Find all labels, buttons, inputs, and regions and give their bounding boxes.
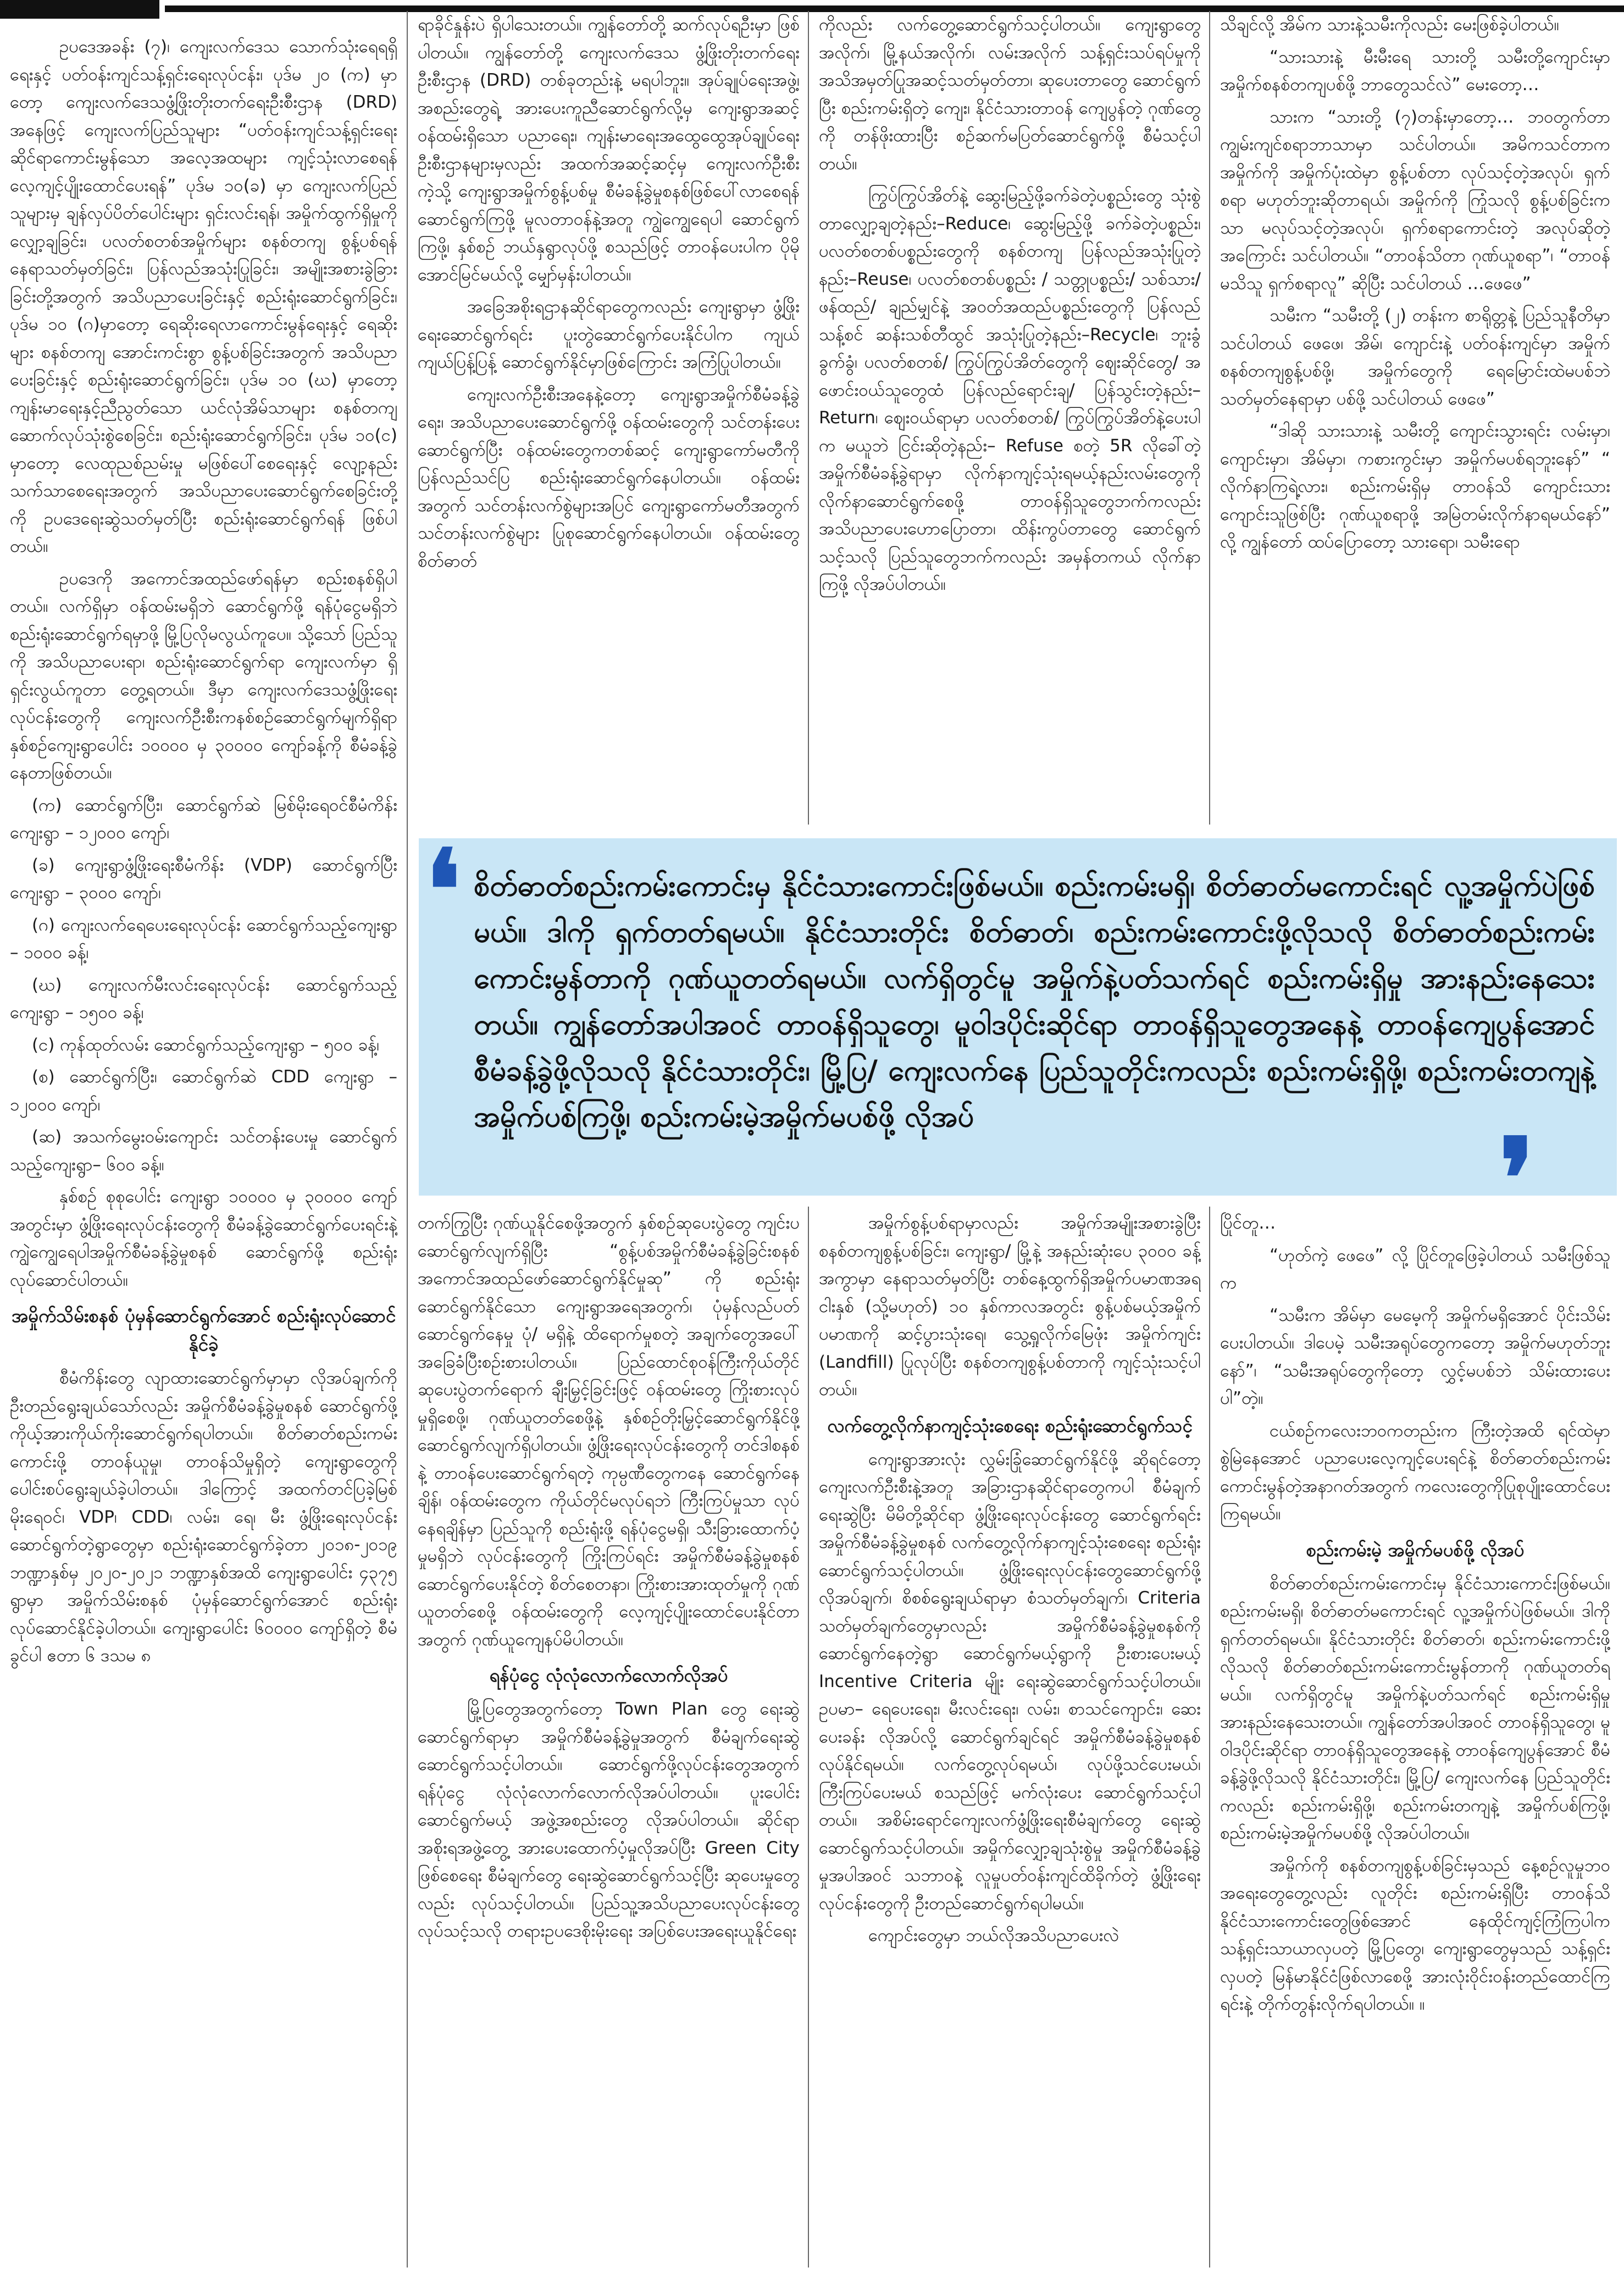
column-rule-3a (1209, 11, 1210, 825)
paragraph: သားက “သားတို့ (၇)တန်းမှာတော့… ဘဝတွက်တာကျွမ်းကျင်စရာဘာသာမှာ သင်ပါတယ်။ အမိကသင်တာက အမှိုက်ကို အမှိုက်ပုံးထဲမှာ စွန့်ပစ်တာ လုပ်သင့်တဲ့အလုပ်၊ ရှက်စရာ မဟုတ်ဘူးဆိုတာရယ်၊ အမှိုက်ကို ကြုံသလို စွန့်ပစ်ခြင်းကသာ မလုပ်သင့်တဲ့အလုပ်၊ ရှက်စရာကောင်းတဲ့ အလုပ်ဆိုတဲ့အကြောင်း သင်ပါတယ်။ “တာဝန်သိတာ ဂုဏ်ယူစရာ”၊ “တာဝန်မသိသူ ရှက်စရာလူ” ဆိုပြီး သင်ပါတယ် …ဖေဖေ” (1220, 107, 1610, 294)
section-heading: လက်တွေ့လိုက်နာကျင့်သုံးစေရေး စည်းရုံးဆောင်ရွက်သင့် (827, 1414, 1193, 1436)
paragraph: အမှိုက်စွန့်ပစ်ရာမှာလည်း အမှိုက်အမျိုးအစားခွဲပြီး စနစ်တကျစွန့်ပစ်ခြင်း၊ ကျေးရွာ/ မြို့နဲ့ အနည်းဆုံးပေ ၃၀၀၀ ခန့်အကွာမှာ နေရာသတ်မှတ်ပြီး တစ်နေ့ထွက်ရှိအမှိုက်ပမာဏအရ ငါးနှစ် (သို့မဟုတ်) ၁၀ နှစ်ကာလအတွင်း စွန့်ပစ်မယ့်အမှိုက်ပမာဏကို ဆင့်ပွားသုံးရေ၊ သွေ့ရှုလိုက်မြေဖုံး အမှိုက်ကျင်း (Landfill) ပြုလုပ်ပြီး စနစ်တကျစွန့်ပစ်တာကို ကျင့်သုံးသင့်ပါတယ်။ (819, 1213, 1201, 1400)
list-item: (ဃ) ကျေးလက်မီးလင်းရေးလုပ်ငန်း ဆောင်ရွက်သည့်ကျေးရွာ – ၁၅၀၀ ခန့်၊ (10, 975, 397, 1022)
list-item: (စ) ဆောင်ရွက်ပြီး၊ ဆောင်ရွက်ဆဲ CDD ကျေးရွာ – ၁၂၀၀၀ ကျော်၊ (10, 1067, 397, 1115)
column-4-bottom (1220, 1209, 1610, 2265)
paragraph: “ဟုတ်ကဲ့ ဖေဖေ” လို့ ပြိုင်တူဖြေခဲ့ပါတယ် သမီးဖြစ်သူက (1220, 1245, 1610, 1293)
paragraph: သမီးက “သမီးတို့ (၂) တန်းက စာရိုတ္တနဲ့ ပြည်သူနီတိမှာ သင်ပါတယ် ဖေဖေ၊ အိမ်၊ ကျောင်းနဲ့ ပတ်ဝန်းကျင်မှာ အမှိုက်စနစ်တကျစွန့်ပစ်ဖို့၊ အမှိုက်တွေကို ရေမြောင်းထဲမပစ်ဘဲ သတ်မှတ်နေရာမှာ ပစ်ဖို့ သင်ပါတယ် ဖေဖေ” (1220, 306, 1610, 409)
paragraph: “သမီးက အိမ်မှာ မေမေ့ကို အမှိုက်မရှိအောင် ပိုင်းသိမ်းပေးပါတယ်။ ဒါပေမဲ့ သမီးအရုပ်တွေကတော့ အမှိုက်မဟုတ်ဘူးနော်”၊ “သမီးအရုပ်တွေကိုတော့ လွှင့်မပစ်ဘဲ သိမ်းထားပေးပါ”တဲ့။ (1220, 1305, 1610, 1408)
column-2-top (418, 11, 800, 822)
paragraph: သိချင်လို့ အိမ်က သားနဲ့သမီးကိုလည်း မေးဖြစ်ခဲ့ပါတယ်။ (1220, 15, 1559, 35)
paragraph: စိတ်ဓာတ်စည်းကမ်းကောင်းမှ နိုင်ငံသားကောင်းဖြစ်မယ်။ စည်းကမ်းမရှိ၊ စိတ်ဓာတ်မကောင်းရင် လူ့အမှိုက်ပဲဖြစ်မယ်။ ဒါကို ရှက်တတ်ရမယ်။ နိုင်ငံသားတိုင်း စိတ်ဓာတ်၊ စည်းကမ်းကောင်းဖို့လိုသလို စိတ်ဓာတ်စည်းကမ်းကောင်းမွန်တာကို ဂုဏ်ယူတတ်ရမယ်။ လက်ရှိတွင်မူ အမှိုက်နဲ့ပတ်သက်ရင် စည်းကမ်းရှိမှု အားနည်းနေသေးတယ်။ ကျွန်တော်အပါအဝင် တာဝန်ရှိသူတွေ၊ မူဝါဒပိုင်းဆိုင်ရာ တာဝန်ရှိသူတွေအနေနဲ့ တာဝန်ကျေပွန်အောင် စီမံခန့်ခွဲဖို့လိုသလို နိုင်ငံသားတိုင်း၊ မြို့ပြ/ ကျေးလက်နေ ပြည်သူတိုင်းကလည်း စည်းကမ်းရှိဖို့၊ စည်းကမ်းတကျနဲ့ အမှိုက်ပစ်ကြဖို့၊ စည်းကမ်းမဲ့အမှိုက်မပစ်ဖို့ လိုအပ်ပါတယ်။ (1220, 1573, 1610, 1843)
paragraph: အမှိုက်ကို စနစ်တကျစွန့်ပစ်ခြင်းမှသည် နေ့စဉ်လူမှုဘဝအရေးတွေတွေ့လည်း လူတိုင်း စည်းကမ်းရှိပြီး တာဝန်သိနိုင်ငံသားကောင်းတွေဖြစ်အောင် နေထိုင်ကျင့်ကြံကြပါက သန့်ရှင်းသာယာလှပတဲ့ မြို့ပြတွေ၊ ကျေးရွာတွေမှသည် သန့်ရှင်းလှပတဲ့ မြန်မာနိုင်ငံဖြစ်လာစေဖို့ အားလုံးဝိုင်းဝန်းတည်ထောင်ကြရင်းနဲ့ တိုက်တွန်းလိုက်ရပါတယ်။ ။ (1220, 1855, 1610, 2014)
paragraph: စီမံကိန်းတွေ လျာထားဆောင်ရွက်မှာမှာ လိုအပ်ချက်ကို ဦးတည်ရွေးချယ်သော်လည်း အမှိုက်စီမံခန့်ခွဲမှုစနစ် ဆောင်ရွက်ဖို့ ကိုယ့်အားကိုယ်ကိုးဆောင်ရွက်ရပါတယ်။ စိတ်ဓာတ်စည်းကမ်းကောင်းဖို့ တာဝန်ယူမှု၊ တာဝန်သိမှုရှိတဲ့ ကျေးရွာတွေကို ပေါင်းစပ်ရွေးချယ်ခဲ့ပါတယ်။ ဒါကြောင့် အထက်တင်ပြခဲ့မြစ်မိုးရေဝင်၊ VDP၊ CDD၊ လမ်း၊ ရေ၊ မီး ဖွံ့ဖြိုးရေးလုပ်ငန်းဆောင်ရွက်တဲ့ရွာတွေမှာ စည်းရုံးဆောင်ရွက်ခဲ့တာ ၂၀၁၈-၂၀၁၉ ဘဏ္ဍာနှစ်မှ ၂၀၂၀-၂၀၂၁ ဘဏ္ဍာနှစ်အထိ ကျေးရွာပေါင်း ၄၃၇၅ ရွာမှာ အမှိုက်သိမ်းစနစ် ပုံမှန်ဆောင်ရွက်အောင် စည်းရုံးလုပ်ဆောင်နိုင်ခဲ့ပါတယ်။ ကျေးရွာပေါင်း ၆၀၀၀၀ ကျော်ရှိတဲ့ စီမံခွင်ပါ ဧတာ ၆ ဒသမ ၈ (10, 1368, 397, 1666)
paragraph: ကြွပ်ကြွပ်အိတ်နဲ့ ဆွေးမြည့်ဖို့ခက်ခဲတဲ့ပစ္စည်းတွေ သုံးစွဲတာလျှော့ချတဲ့နည်း–Reduce၊ ဆွေးမြည့်ဖို့ ခက်ခဲတဲ့ပစ္စည်း၊ ပလတ်စတစ်ပစ္စည်းတွေကို စနစ်တကျ ပြန်လည်အသုံးပြုတဲ့နည်း–Reuse၊ ပလတ်စတစ်ပစ္စည်း / သတ္တုပစ္စည်း/ သစ်သား/ ဖန်ထည်/ ချည်မျှင်နဲ့ အဝတ်အထည်ပစ္စည်းတွေကို ပြန်လည်သန့်စင် ဆန်းသစ်တီထွင် အသုံးပြုတဲ့နည်း–Recycle၊ ဘူးခွံခွက်ခွံ၊ ပလတ်စတစ်/ ကြွပ်ကြွပ်အိတ်တွေကို ဈေးဆိုင်တွေ/ အဖောင်းဝယ်သူတွေထံ ပြန်လည်ရောင်းချ/ ပြန်သွင်းတဲ့နည်း– Return၊ ဈေးဝယ်ရာမှာ ပလတ်စတစ်/ ကြွပ်ကြွပ်အိတ်နဲ့ပေးပါက မယူဘဲ ငြင်းဆိုတဲ့နည်း– Refuse စတဲ့ 5R လိုခေါ်တဲ့ အမှိုက်စီမံခန့်ခွဲရာမှာ လိုက်နာကျင့်သုံးရမယ့်နည်းလမ်းတွေကို လိုက်နာဆောင်ရွက်စေဖို့ တာဝန်ရှိသူတွေဘက်ကလည်း အသိပညာပေးဟောပြောတာ၊ ထိန်းကွပ်တာတွေ ဆောင်ရွက်သင့်သလို ပြည်သူတွေဘက်ကလည်း အမှန်တကယ် လိုက်နာကြဖို့ လိုအပ်ပါတယ်။ (819, 186, 1201, 594)
list-item: (ဆ) အသက်မွေးဝမ်းကျောင်း သင်တန်းပေးမှု ဆောင်ရွက်သည့်ကျေးရွာ– ၆၀၀ ခန့်။ (10, 1127, 397, 1175)
column-rule-3b (1209, 1207, 1210, 2268)
open-quote-icon: ❛ (425, 826, 461, 955)
paragraph: ကိုလည်း လက်တွေ့ဆောင်ရွက်သင့်ပါတယ်။ ကျေးရွာတွေအလိုက်၊ မြို့နယ်အလိုက်၊ လမ်းအလိုက် သန့်ရှင်းသပ်ရပ်မှုကို အသိအမှတ်ပြုအဆင့်သတ်မှတ်တာ၊ ဆုပေးတာတွေ ဆောင်ရွက်ပြီး စည်းကမ်းရှိတဲ့ ကျေး၊ နိုင်ငံသားတာဝန် ကျေပွန်တဲ့ ဂုဏ်တွေကို တန်ဖိုးထားပြီး စဉ်ဆက်မပြတ်ဆောင်ရွက်ဖို့ စီမံသင့်ပါတယ်။ (819, 15, 1201, 174)
paragraph: ဥပဒေအခန်း (၇)၊ ကျေးလက်ဒေသ သောက်သုံးရေရရှိရေးနှင့် ပတ်ဝန်းကျင်သန့်ရှင်းရေးလုပ်ငန်း၊ ပုဒ်မ ၂၀ (က) မှာတော့ ကျေးလက်ဒေသဖွံ့ဖြိုးတိုးတက်ရေးဦးစီးဌာန (DRD) အနေဖြင့် ကျေးလက်ပြည်သူများ “ပတ်ဝန်းကျင်သန့်ရှင်းရေးဆိုင်ရာကောင်းမွန်သော အလေ့အထများ ကျင့်သုံးလာစေရန် လေ့ကျင့်ပျိုးထောင်ပေးရန်” ပုဒ်မ ၁၀(ခ) မှာ ကျေးလက်ပြည်သူများမှ ချန်လှပ်ပိတ်ပေါင်းများ ရှင်းလင်းရန်၊ အမှိုက်ထွက်ရှိမှုကို လျှော့ချခြင်း၊ ပလတ်စတစ်အမှိုက်များ စနစ်တကျ စွန့်ပစ်ရန်နေရာသတ်မှတ်ခြင်း၊ ပြန်လည်အသုံးပြုခြင်း၊ အမျိုးအစားခွဲခြားခြင်းတို့အတွက် အသိပညာပေးခြင်းနှင့် စည်းရုံးဆောင်ရွက်ခြင်း၊ ပုဒ်မ ၁၀ (ဂ)မှာတော့ ရေဆိုးရေလာကောင်းမွန်ရေးနှင့် ရေဆိုးများ စနစ်တကျ အောင်းကင်းစွာ စွန့်ပစ်ခြင်းအတွက် အသိပညာပေးခြင်းနှင့် စည်းရုံးဆောင်ရွက်ခြင်း၊ ပုဒ်မ ၁၀ (ဃ) မှာတော့ ကျန်းမာရေးနှင့်ညီညွတ်သော ယင်လုံအိမ်သာများ စနစ်တကျဆောက်လုပ်သုံးစွဲစေခြင်း၊ စည်းရုံးဆောင်ရွက်ခြင်း၊ ပုဒ်မ ၁၀(င) မှာတော့ လေထုညစ်ညမ်းမှု မဖြစ်ပေါ်စေရေးနှင့် လျော့နည်းသက်သာစေရေးအတွက် အသိပညာပေးဆောင်ရွက်စေခြင်းတို့ကို ဥပဒေရေးဆွဲသတ်မှတ်ပြီး စည်းရုံးဆောင်ရွက်ရန် ဖြစ်ပါတယ်။ (10, 37, 397, 556)
pull-quote-text: စိတ်ဓာတ်စည်းကမ်းကောင်းမှ နိုင်ငံသားကောင်းဖြစ်မယ်။ စည်းကမ်းမရှိ၊ စိတ်ဓာတ်မကောင်းရင် လူ့အမှိုက်ပဲဖြစ်မယ်။ ဒါကို ရှက်တတ်ရမယ်။ နိုင်ငံသားတိုင်း စိတ်ဓာတ်၊ စည်းကမ်းကောင်းဖို့လိုသလို စိတ်ဓာတ်စည်းကမ်းကောင်းမွန်တာကို ဂုဏ်ယူတတ်ရမယ်။ လက်ရှိတွင်မူ အမှိုက်နဲ့ပတ်သက်ရင် စည်းကမ်းရှိမှု အားနည်းနေသေးတယ်။ ကျွန်တော်အပါအဝင် တာဝန်ရှိသူတွေ၊ မူဝါဒပိုင်းဆိုင်ရာ တာဝန်ရှိသူတွေအနေနဲ့ တာဝန်ကျေပွန်အောင် စီမံခန့်ခွဲဖို့လိုသလို နိုင်ငံသားတိုင်း၊ မြို့ပြ/ ကျေးလက်နေ ပြည်သူတိုင်းကလည်း စည်းကမ်းရှိဖို့၊ စည်းကမ်းတကျနဲ့ အမှိုက်ပစ်ကြဖို့၊ စည်းကမ်းမဲ့အမှိုက်မပစ်ဖို့ လိုအပ် (474, 870, 1595, 1133)
column-3-top (819, 11, 1201, 822)
paragraph: ငယ်စဉ်ကလေးဘဝကတည်းက ကြီးတဲ့အထိ ရင်ထဲမှာ စွဲမြဲနေအောင် ပညာပေးလေ့ကျင့်ပေးရင်နဲ့ စိတ်ဓာတ်စည်းကမ်း ကောင်းမွန်တဲ့အနာဂတ်အတွက် ကလေးတွေကိုပြုစုပျိုးထောင်ပေးကြရမယ်။ (1220, 1420, 1610, 1524)
column-1 (10, 33, 397, 2265)
close-quote-icon: ❜ (1499, 1114, 1534, 1243)
paragraph: ရာခိုင်နှုန်းပဲ ရှိပါသေးတယ်။ ကျွန်တော်တို့ ဆက်လုပ်ရဦးမှာ ဖြစ်ပါတယ်။ ကျွန်တော်တို့ ကျေးလက်ဒေသ ဖွံ့ဖြိုးတိုးတက်ရေးဦးစီးဌာန (DRD) တစ်ခုတည်းနဲ့ မရပါဘူး။ အုပ်ချုပ်ရေးအဖွဲ့၊ အစည်းတွေရဲ့ အားပေးကူညီဆောင်ရွက်လို့မှ ကျေးရွာအဆင့် ဝန်ထမ်းရှိသော ပညာရေး၊ ကျန်းမာရေးအထွေထွေအုပ်ချုပ်ရေးဦးစီးဌာနများမှလည်း အထက်အဆင့်ဆင့်မှ ကျေးလက်ဦးစီးကဲ့သို့ ကျေးရွာအမှိုက်စွန့်ပစ်မှု စီမံခန့်ခွဲမှုစနစ်ဖြစ်ပေါ်လာစေရန် ဆောင်ရွက်ကြဖို့ မူလတာဝန်နဲ့အတူ ကျွဲကျွေရေပါ ဆောင်ရွက်ကြဖို့၊ နှစ်စဉ် ဘယ်နှရွာလုပ်ဖို့ စသည်ဖြင့် တာဝန်ပေးပါက ပိုမိုအောင်မြင်မယ်လို့ မျှော်မှန်းပါတယ်။ (418, 15, 800, 285)
column-rule-2a (808, 11, 809, 825)
paragraph: ဥပဒေကို အကောင်အထည်ဖော်ရန်မှာ စည်းစနစ်ရှိပါတယ်။ လက်ရှိမှာ ဝန်ထမ်းမရှိဘဲ ဆောင်ရွက်ဖို့ ရန်ပုံငွေမရှိဘဲ စည်းရုံးဆောင်ရွက်ရမှာဖို့ မြို့ပြလိုမလွယ်ကူပေ။ သို့သော် ပြည်သူကို အသိပညာပေးရာ၊ စည်းရုံးဆောင်ရွက်ရာ ကျေးလက်မှာ ရှိရှင်းလွယ်ကူတာ တွေ့ရတယ်။ ဒီမှာ ကျေးလက်ဒေသဖွံ့ဖြိုးရေးလုပ်ငန်းတွေကို ကျေးလက်ဦးစီးကနစ်စဉ်ဆောင်ရွက်မျက်ရှိရာ နှစ်စဉ်ကျေးရွာပေါင်း ၁၀၀၀၀ မှ ၃၀၀၀၀ ကျော်ခန့်ကို စီမံခန့်ခွဲနေတာဖြစ်တယ်။ (10, 568, 397, 783)
list-item: (ဂ) ကျေးလက်ရေပေးရေးလုပ်ငန်း ဆောင်ရွက်သည့်ကျေးရွာ – ၁၀၀၀ ခန့်၊ (10, 915, 397, 963)
list-item: (င) ကုန်ထုတ်လမ်း ဆောင်ရွက်သည့်ကျေးရွာ – ၅၀၀ ခန့်၊ (32, 1035, 380, 1055)
column-4-top (1220, 11, 1610, 822)
paragraph: “ဒါဆို သားသားနဲ့ သမီးတို့ ကျောင်းသွားရင်း လမ်းမှာ၊ ကျောင်းမှာ၊ အိမ်မှာ၊ ကစားကွင်းမှာ အမှိုက်မပစ်ရဘူးနော်” “ လိုက်နာကြရဲ့လား၊ စည်းကမ်းရှိမှ တာဝန်သိ ကျောင်းသားကျောင်းသူဖြစ်ပြီး ဂုဏ်ယူစရာဖို့ အမြဲတမ်းလိုက်နာရမယ်နော်” လို့ ကျွန်တော် ထပ်ပြောတော့ သားရော၊ သမီးရော (1220, 421, 1610, 552)
top-corner-mark (0, 0, 159, 19)
paragraph: အခြေအစိုးရဌာနဆိုင်ရာတွေကလည်း ကျေးရွာမှာ ဖွံ့ဖြိုးရေးဆောင်ရွက်ရင်း ပူးတွဲဆောင်ရွက်ပေးနိုင်ပါက ကျယ်ကျယ်ပြန့်ပြန့် ဆောင်ရွက်နိုင်မှာဖြစ်ကြောင်း အကြံပြုပါတယ်။ (418, 297, 800, 372)
section-heading: အမှိုက်သိမ်းစနစ် ပုံမှန်ဆောင်ရွက်အောင် စည်းရုံးလုပ်ဆောင်နိုင်ခဲ့ (11, 1305, 396, 1355)
paragraph: ကျောင်းတွေမှာ ဘယ်လိုအသိပညာပေးလဲ (868, 1926, 1119, 1945)
list-item: (ခ) ကျေးရွာဖွံ့ဖြိုးရေးစီမံကိန်း (VDP) ဆောင်ရွက်ပြီးကျေးရွာ – ၃၀၀၀ ကျော်၊ (10, 855, 397, 903)
paragraph: “သားသားနဲ့ မီးမီးရေ သားတို့ သမီးတို့ကျောင်းမှာ အမှိုက်စနစ်တကျပစ်ဖို့ ဘာတွေသင်လဲ” မေးတော့… (1220, 47, 1610, 95)
paragraph: ကျေးရွာအားလုံး လွှမ်းခြုံဆောင်ရွက်နိုင်ဖို့ ဆိုရင်တော့ ကျေးလက်ဦးစီးနဲ့အတူ အခြားဌာနဆိုင်ရာတွေကပါ စီမံချက်ရေးဆွဲပြီး မိမိတို့ဆိုင်ရာ ဖွံ့ဖြိုးရေးလုပ်ငန်းတွေ ဆောင်ရွက်ရင်း အမှိုက်စီမံခန့်ခွဲမှုစနစ် လက်တွေ့လိုက်နာကျင့်သုံးစေရေး စည်းရုံးဆောင်ရွက်သင့်ပါတယ်။ ဖွံ့ဖြိုးရေးလုပ်ငန်းတွေဆောင်ရွက်ဖို့ လိုအပ်ချက်၊ စိစစ်ရွေးချယ်ရာမှာ စံသတ်မှတ်ချက်၊ Criteria သတ်မှတ်ချက်တွေမှာလည်း အမှိုက်စီမံခန့်ခွဲမှုစနစ်ကို ဆောင်ရွက်နေတဲ့ရွာ ဆောင်ရွက်မယ့်ရွာကို ဦးစားပေးမယ့် Incentive Criteria မျိုး ရေးဆွဲဆောင်ရွက်သင့်ပါတယ်။ ဥပမာ– ရေပေးရေး၊ မီးလင်းရေး၊ လမ်း၊ စာသင်ကျောင်း၊ ဆေးပေးခန်း လိုအပ်လို့ ဆောင်ရွက်ချင်ရင် အမှိုက်စီမံခန့်ခွဲမှုစနစ် လုပ်နိုင်ရမယ်။ လက်တွေ့လုပ်ရမယ်၊ လုပ်ဖို့သင်ပေးမယ်၊ ကြီးကြပ်ပေးမယ် စသည်ဖြင့် မက်လုံးပေး ဆောင်ရွက်သင့်ပါတယ်။ အစိမ်းရောင်ကျေးလက်ဖွံ့ဖြိုးရေးစီမံချက်တွေ ရေးဆွဲဆောင်ရွက်သင့်ပါတယ်။ အမှိုက်လျှော့ချသုံးစွဲမှု အမှိုက်စီမံခန့်ခွဲမှုအပါအဝင် သဘာဝနဲ့ လူမှုပတ်ဝန်းကျင်ထိခိုက်တဲ့ ဖွံ့ဖြိုးရေးလုပ်ငန်းတွေကို ဦးတည်ဆောင်ရွက်ရပါမယ်။ (819, 1449, 1201, 1913)
section-heading: ရန်ပုံငွေ လုံလုံလောက်လောက်လိုအပ် (489, 1664, 728, 1686)
paragraph: နှစ်စဉ် စုစုပေါင်း ကျေးရွာ ၁၀၀၀၀ မှ ၃၀၀၀၀ ကျော်အတွင်းမှာ ဖွံ့ဖြိုးရေးလုပ်ငန်းတွေကို စီမံခန့်ခွဲဆောင်ရွက်ပေးရင်းနဲ့ ကျွဲကျွေရေပါအမှိုက်စီမံခန့်ခွဲမှုစနစ် ဆောင်ရွက်ဖို့ စည်းရုံးလုပ်ဆောင်ပါတယ်။ (10, 1187, 397, 1290)
column-2-bottom (418, 1209, 800, 2265)
column-rule-1 (407, 11, 408, 2268)
paragraph: မြို့ပြတွေအတွက်တော့ Town Plan တွေ ရေးဆွဲဆောင်ရွက်ရာမှာ အမှိုက်စီမံခန့်ခွဲမှုအတွက် စီမံချက်ရေးဆွဲဆောင်ရွက်သင့်ပါတယ်။ ဆောင်ရွက်ဖို့လုပ်ငန်းတွေအတွက် ရန်ပုံငွေ လုံလုံလောက်လောက်လိုအပ်ပါတယ်။ ပူးပေါင်းဆောင်ရွက်မယ့် အဖွဲ့အစည်းတွေ လိုအပ်ပါတယ်။ ဆိုင်ရာအစိုးရအဖွဲ့တွေ့ အားပေးထောက်ပံ့မှုလိုအပ်ပြီး Green City ဖြစ်စေရေး စီမံချက်တွေ ရေးဆွဲဆောင်ရွက်သင့်ပြီး ဆုပေးမှုတွေလည်း လုပ်သင့်ပါတယ်။ ပြည်သူ့အသိပညာပေးလုပ်ငန်းတွေ လုပ်သင့်သလို တရားဥပဒေစိုးမိုးရေး အပြစ်ပေးအရေးယူနိုင်ရေး (418, 1699, 800, 1941)
paragraph: ကျေးလက်ဦးစီးအနေနဲ့တော့ ကျေးရွာအမှိုက်စီမံခန့်ခွဲရေး၊ အသိပညာပေးဆောင်ရွက်ဖို့ ဝန်ထမ်းတွေကို သင်တန်းပေးဆောင်ရွက်ပြီး ဝန်ထမ်းတွေကတစ်ဆင့် ကျေးရွာကော်မတီကို ပြန်လည်သင်ပြ စည်းရုံးဆောင်ရွက်နေပါတယ်။ ဝန်ထမ်းအတွက် သင်တန်းလက်စွဲများအပြင် ကျေးရွာကော်မတီအတွက် သင်တန်းလက်စွဲများ ပြုစုဆောင်ရွက်နေပါတယ်။ ဝန်ထမ်းတွေ စိတ်ဓာတ် (418, 384, 800, 571)
column-rule-2b (808, 1207, 809, 2268)
list-item: (က) ဆောင်ရွက်ပြီး၊ ဆောင်ရွက်ဆဲ မြစ်မိုးရေဝင်စီမံကိန်းကျေးရွာ – ၁၂၀၀၀ ကျော်၊ (10, 795, 397, 843)
paragraph: ပြိုင်တူ… (1220, 1213, 1276, 1233)
paragraph: တက်ကြွပြီး ဂုဏ်ယူနိုင်စေဖို့အတွက် နှစ်စဉ်ဆုပေးပွဲတွေ ကျင်းပဆောင်ရွက်လျက်ရှိပြီး “စွန့်ပစ်အမှိုက်စီမံခန့်ခွဲခြင်းစနစ် အကောင်အထည်ဖော်ဆောင်ရွက်နိုင်မှုဆု” ကို စည်းရုံးဆောင်ရွက်နိုင်သော ကျေးရွာအရေအတွက်၊ ပုံမှန်လည်ပတ်ဆောင်ရွက်နေမှု ပုံ/ မရှိနဲ့ ထိရောက်မှုစတဲ့ အချက်တွေအပေါ် အခြေခံပြီးစဉ်းစားပါတယ်။ ပြည်ထောင်စုဝန်ကြီးကိုယ်တိုင် ဆုပေးပွဲတက်ရောက် ချီးမြှင့်ခြင်းဖြင့် ဝန်ထမ်းတွေ ကြိုးစားလုပ်မှုရှိစေဖို့၊ ဂုဏ်ယူတတ်စေဖို့နဲ့ နှစ်စဉ်တိုးမြှင့်ဆောင်ရွက်နိုင်ဖို့ ဆောင်ရွက်လျက်ရှိပါတယ်။ ဖွံ့ဖြိုးရေးလုပ်ငန်းတွေကို တင်ဒါစနစ်နဲ့ တာဝန်ပေးဆောင်ရွက်ရတဲ့ ကုမ္ပဏီတွေကနေ ဆောင်ရွက်နေချိန်၊ ဝန်ထမ်းတွေက ကိုယ်တိုင်မလုပ်ရဘဲ ကြီးကြပ်မှုသာ လုပ်နေရချိန်မှာ ပြည်သူကို စည်းရုံးဖို့ ရန်ပုံငွေမရှိ၊ သီးခြားထောက်ပံ့မှုမရှိဘဲ လုပ်ငန်းတွေကို ကြိုးကြပ်ရင်း အမှိုက်စီမံခန့်ခွဲမှုစနစ် ဆောင်ရွက်ပေးနိုင်တဲ့ စိတ်စေတနာ၊ ကြိုးစားအားထုတ်မှုကို ဂုဏ်ယူတတ်စေဖို့ ဝန်ထမ်းတွေကို လေ့ကျင့်ပျိုးထောင်ပေးနိုင်တာအတွက် ဂုဏ်ယူကျေနပ်မိပါတယ်။ (418, 1213, 800, 1650)
column-3-bottom (819, 1209, 1201, 2265)
section-heading: စည်းကမ်းမဲ့ အမှိုက်မပစ်ဖို့ လိုအပ် (1306, 1539, 1525, 1561)
